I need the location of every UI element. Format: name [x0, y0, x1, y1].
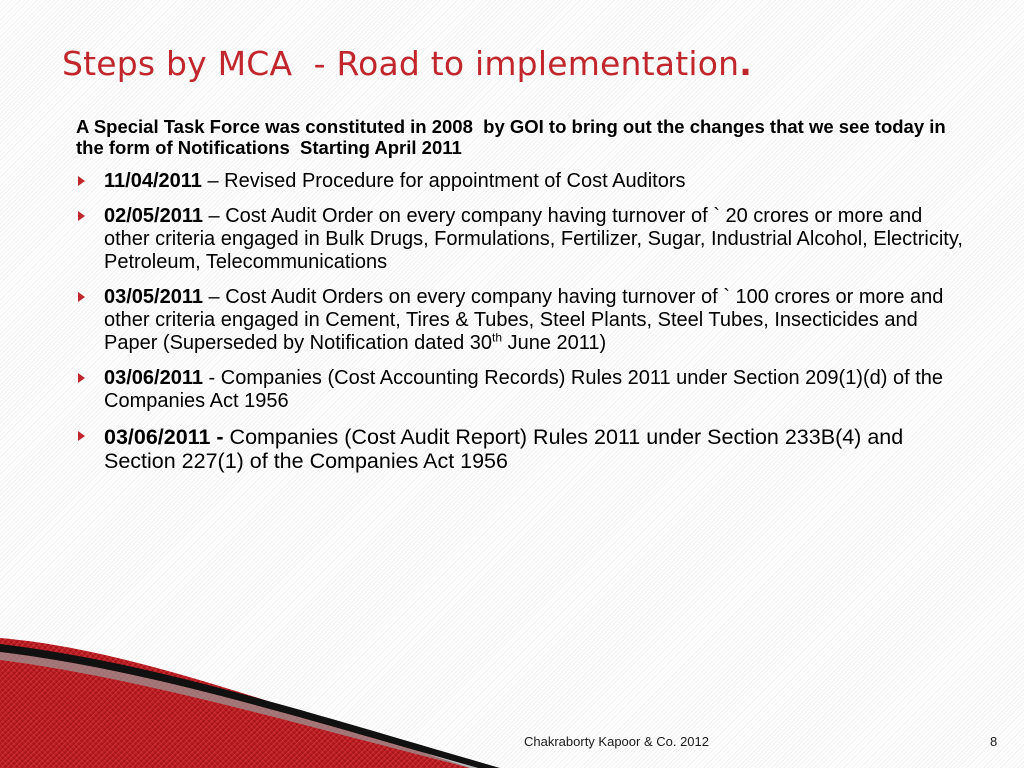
- bullet-arrow-icon: [78, 176, 85, 186]
- slide-title-text: Steps by MCA - Road to implementation: [62, 44, 740, 83]
- bullet-text: - Companies (Cost Accounting Records) Rules 2011 under Section 209(1)(d) of the Companies Act 1956: [104, 367, 944, 412]
- bullet-arrow-icon: [78, 211, 85, 221]
- intro-text: A Special Task Force was constituted in 2008 by GOI to bring out the changes that we see today in the form of Notifications Starting April 2011: [76, 116, 951, 158]
- bullet-text: – Cost Audit Order on every company having turnover of ` 20 crores or more and other criteria engaged in Bulk Drugs, Formulations, Fertilizer, Sugar, Industrial Alcohol, Electricity, Petroleum, Telecommunications: [104, 205, 963, 273]
- bullet-date: 03/05/2011: [104, 286, 203, 308]
- bullet-text: – Revised Procedure for appointment of Cost Auditors: [201, 170, 686, 192]
- page-number: 8: [990, 734, 998, 749]
- bullet-arrow-icon: [78, 373, 85, 383]
- bullet-item-5: [76, 425, 966, 473]
- bullet-date: 03/06/2011 -: [104, 425, 224, 449]
- notification-list: [76, 170, 966, 473]
- bullet-text: – Cost Audit Orders on every company having turnover of ` 100 crores or more and other criteria engaged in Cement, Tires & Tubes, Steel Plants, Steel Tubes, Insecticides and Paper (Superseded by Notification dated 30: [104, 286, 944, 354]
- slide-title-dot: .: [739, 44, 752, 83]
- bullet-date: 03/06/2011: [104, 367, 203, 389]
- bullet-text-end: June 2011): [502, 332, 607, 354]
- bullet-arrow-icon: [78, 431, 85, 441]
- bullet-date: 02/05/2011: [104, 205, 203, 227]
- bullet-superscript: th: [492, 330, 503, 345]
- bullet-arrow-icon: [78, 292, 85, 302]
- slide-content: [76, 116, 966, 485]
- bullet-item-2: [76, 205, 966, 274]
- bullet-item-4: [76, 367, 966, 413]
- footer-text: Chakraborty Kapoor & Co. 2012: [524, 734, 709, 749]
- slide-title: [62, 44, 752, 83]
- bullet-item-3: [76, 286, 966, 355]
- bullet-text: Companies (Cost Audit Report) Rules 2011 under Section 233B(4) and Section 227(1) of the Companies Act 1956: [104, 425, 904, 473]
- decorative-swoosh: [0, 638, 1024, 768]
- bullet-date: 11/04/2011: [104, 170, 202, 192]
- bullet-item-1: [76, 170, 966, 193]
